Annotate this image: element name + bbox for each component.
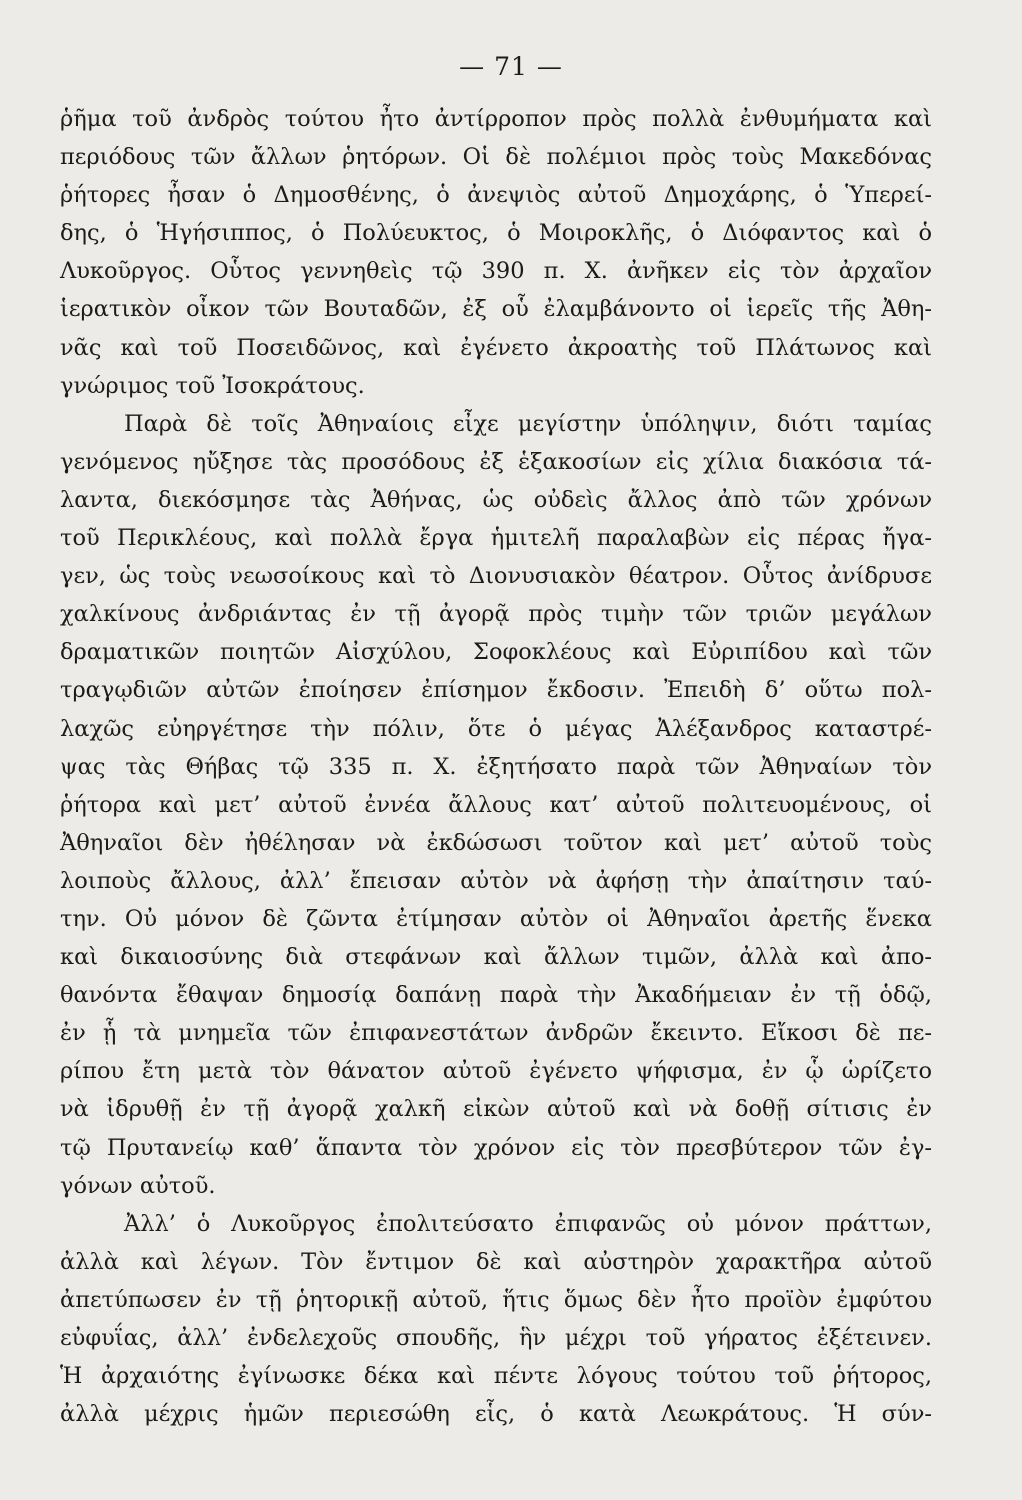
text-line: νὰ ἱδρυθῇ ἐν τῇ ἀγορᾷ χαλκῆ εἰκὼν αὐτοῦ καὶ νὰ δοθῇ σίτισις ἐν: [60, 1096, 932, 1123]
text-line: γνώριμος τοῦ Ἰσοκράτους.: [60, 372, 365, 399]
text-line: Ἡ ἀρχαιότης ἐγίνωσκε δέκα καὶ πέντε λόγους τούτου τοῦ ῥήτορος,: [60, 1363, 932, 1390]
text-line: λαχῶς εὐηργέτησε τὴν πόλιν, ὅτε ὁ μέγας Ἀλέξανδρος καταστρέ-: [60, 715, 932, 742]
text-line: Παρὰ δὲ τοῖς Ἀθηναίοις εἶχε μεγίστην ὑπόληψιν, διότι ταμίας: [124, 410, 932, 437]
text-line: γενόμενος ηὔξησε τὰς προσόδους ἐξ ἑξακοσίων εἰς χίλια διακόσια τά-: [60, 448, 932, 475]
text-line: γεν, ὡς τοὺς νεωσοίκους καὶ τὸ Διονυσιακὸν θέατρον. Οὗτος ἀνίδρυσε: [60, 563, 932, 590]
text-line: ῥῆμα τοῦ ἀνδρὸς τούτου ἦτο ἀντίρροπον πρὸς πολλὰ ἐνθυμήματα καὶ: [60, 106, 932, 132]
text-line: γόνων αὐτοῦ.: [60, 1172, 216, 1199]
text-line: περιόδους τῶν ἄλλων ῥητόρων. Οἱ δὲ πολέμιοι πρὸς τοὺς Μακεδόνας: [60, 144, 932, 171]
text-line: τῷ Πρυτανείῳ καθ’ ἅπαντα τὸν χρόνον εἰς τὸν πρεσβύτερον τῶν ἐγ-: [60, 1134, 932, 1161]
text-line: καὶ δικαιοσύνης διὰ στεφάνων καὶ ἄλλων τιμῶν, ἀλλὰ καὶ ἀπο-: [60, 944, 932, 971]
text-line: ἀπετύπωσεν ἐν τῇ ῥητορικῇ αὐτοῦ, ἥτις ὅμως δὲν ἦτο προϊὸν ἐμφύτου: [60, 1286, 932, 1313]
text-line: τραγῳδιῶν αὐτῶν ἐποίησεν ἐπίσημον ἔκδοσιν. Ἐπειδὴ δ’ οὕτω πολ-: [60, 677, 932, 704]
text-line: ψας τὰς Θήβας τῷ 335 π. Χ. ἐξητήσατο παρὰ τῶν Ἀθηναίων τὸν: [60, 753, 932, 780]
page-number: — 71 —: [459, 52, 563, 81]
text-line: χαλκίνους ἀνδριάντας ἐν τῇ ἀγορᾷ πρὸς τιμὴν τῶν τριῶν μεγάλων: [60, 601, 932, 628]
text-line: ρίπου ἔτη μετὰ τὸν θάνατον αὐτοῦ ἐγένετο ψήφισμα, ἐν ᾧ ὡρίζετο: [60, 1058, 932, 1085]
text-line: Ἀθηναῖοι δὲν ἠθέλησαν νὰ ἐκδώσωσι τοῦτον καὶ μετ’ αὐτοῦ τοὺς: [60, 829, 932, 856]
text-line: νᾶς καὶ τοῦ Ποσειδῶνος, καὶ ἐγένετο ἀκροατὴς τοῦ Πλάτωνος καὶ: [60, 334, 932, 361]
text-line: λαντα, διεκόσμησε τὰς Ἀθήνας, ὡς οὐδεὶς ἄλλος ἀπὸ τῶν χρόνων: [60, 486, 932, 513]
text-line: Λυκοῦργος. Οὗτος γεννηθεὶς τῷ 390 π. Χ. ἀνῆκεν εἰς τὸν ἀρχαῖον: [60, 258, 932, 285]
text-line: ἐν ᾗ τὰ μνημεῖα τῶν ἐπιφανεστάτων ἀνδρῶν ἔκειντο. Εἴκοσι δὲ πε-: [60, 1020, 932, 1047]
text-line: τοῦ Περικλέους, καὶ πολλὰ ἔργα ἡμιτελῆ παραλαβὼν εἰς πέρας ἤγα-: [60, 525, 932, 552]
text-line: ἱερατικὸν οἶκον τῶν Βουταδῶν, ἐξ οὗ ἐλαμβάνοντο οἱ ἱερεῖς τῆς Ἀθη-: [60, 296, 932, 323]
text-line: ῥήτορα καὶ μετ’ αὐτοῦ ἐννέα ἄλλους κατ’ αὐτοῦ πολιτευομένους, οἱ: [60, 791, 932, 818]
text-line: ἀλλὰ μέχρις ἡμῶν περιεσώθη εἷς, ὁ κατὰ Λεωκράτους. Ἡ σύν-: [60, 1401, 932, 1428]
text-line: δραματικῶν ποιητῶν Αἰσχύλου, Σοφοκλέους καὶ Εὐριπίδου καὶ τῶν: [60, 639, 932, 666]
text-line: ῥήτορες ἦσαν ὁ Δημοσθένης, ὁ ἀνεψιὸς αὐτοῦ Δημοχάρης, ὁ Ὑπερεί-: [60, 182, 932, 209]
text-line: την. Οὐ μόνον δὲ ζῶντα ἐτίμησαν αὐτὸν οἱ Ἀθηναῖοι ἀρετῆς ἕνεκα: [60, 905, 932, 932]
text-line: θανόντα ἔθαψαν δημοσίᾳ δαπάνῃ παρὰ τὴν Ἀκαδήμειαν ἐν τῇ ὁδῷ,: [60, 982, 932, 1009]
text-line: δης, ὁ Ἡγήσιππος, ὁ Πολύευκτος, ὁ Μοιροκλῆς, ὁ Διόφαντος καὶ ὁ: [60, 220, 932, 247]
text-line: λοιποὺς ἄλλους, ἀλλ’ ἔπεισαν αὐτὸν νὰ ἀφήσῃ τὴν ἀπαίτησιν ταύ-: [60, 867, 932, 894]
text-line: εὐφυΐας, ἀλλ’ ἐνδελεχοῦς σπουδῆς, ἣν μέχρι τοῦ γήρατος ἐξέτεινεν.: [60, 1325, 932, 1351]
body-text: [60, 100, 932, 1433]
text-line: Ἀλλ’ ὁ Λυκοῦργος ἐπολιτεύσατο ἐπιφανῶς οὐ μόνον πράττων,: [124, 1210, 932, 1237]
text-line: ἀλλὰ καὶ λέγων. Τὸν ἔντιμον δὲ καὶ αὐστηρὸν χαρακτῆρα αὐτοῦ: [60, 1248, 932, 1275]
